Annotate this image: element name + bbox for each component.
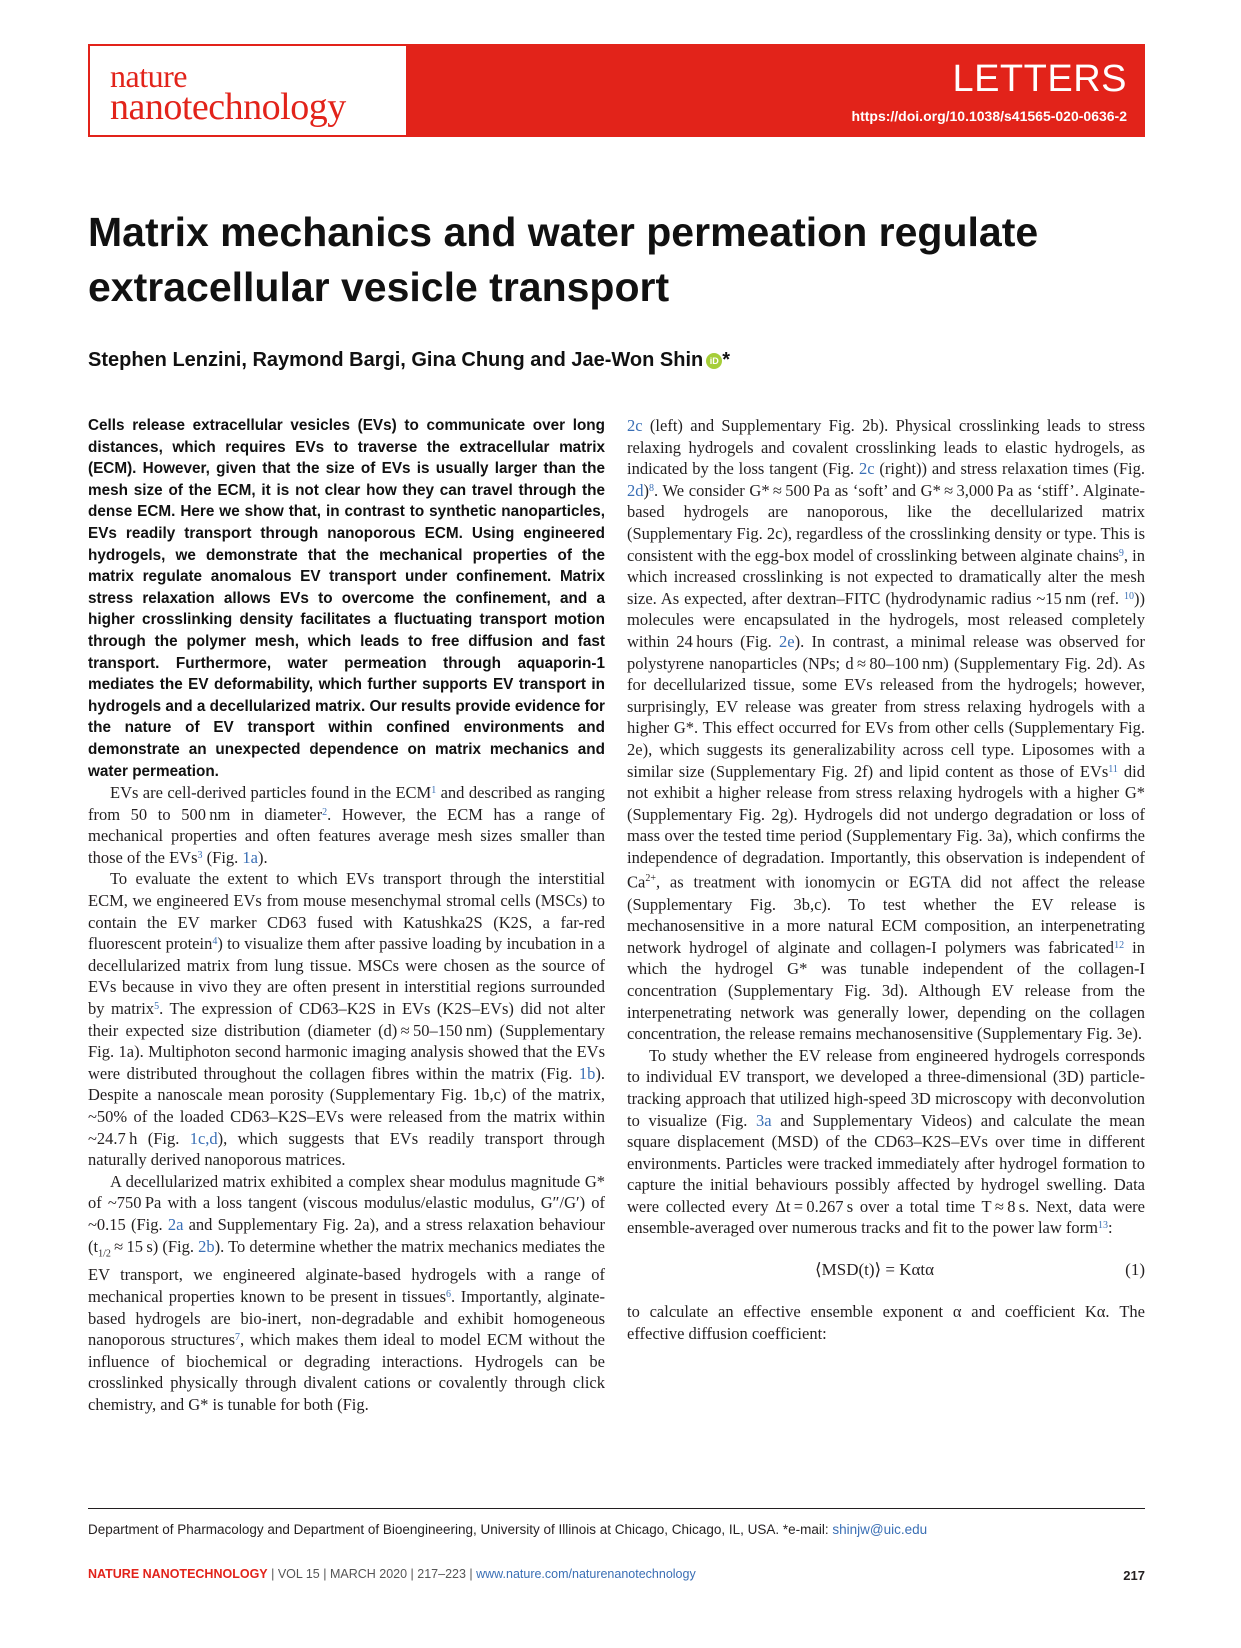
equation-number: (1)	[1125, 1260, 1145, 1280]
figure-link[interactable]: 2c	[627, 416, 643, 435]
title-line-2: extracellular vesicle transport	[88, 264, 670, 310]
citation-link[interactable]: 1	[431, 785, 437, 797]
equation-formula: ⟨MSD(t)⟩ = Kαtα	[815, 1260, 935, 1280]
equation-1	[627, 1247, 1145, 1301]
figure-link[interactable]: 2c	[858, 459, 875, 479]
logo-line-nanotechnology: nanotechnology	[110, 86, 346, 128]
body-paragraph-3: A decellularized matrix exhibited a complex shear modulus magnitude G* of ~750 Pa with a loss tangent (viscous modulus/elastic modulus, G″/G′) of ~0.15 (Fig. 2a and Supplementary Fig. 2a), and a stress relaxation behaviour ($t_{1/2} \approx 15$ s) (Fig. 2b). To determine whether the matrix mechanics mediates the EV transport, we engineered alginate-based hydrogels with a range of mechanical properties known to be present in tissues$^6$. Importantly, alginate-based hydrogels are bio-inert, non-degradable and exhibit homogeneous nanoporous structures$^7$, which makes them ideal to model ECM without the influence of biochemical or degrading interactions. Hydrogels can be crosslinked physically through divalent cations or covalently through click chemistry, and G* is tunable for both (Fig.	[88, 1171, 606, 1415]
citation-link[interactable]: 7	[235, 1332, 241, 1344]
citation-link[interactable]: 11	[1108, 763, 1118, 775]
citation-link[interactable]: 10	[1124, 590, 1134, 602]
citation-link[interactable]: 2	[322, 806, 328, 818]
citation-link[interactable]: 4	[212, 936, 218, 948]
footer-divider	[88, 1508, 1145, 1509]
title-line-1: Matrix mechanics and water permeation regulate	[88, 209, 1039, 255]
citation-link[interactable]: 8	[649, 482, 654, 494]
section-label: LETTERS	[952, 58, 1127, 100]
journal-citation-line	[88, 1567, 696, 1581]
doi-link[interactable]: https://doi.org/10.1038/s41565-020-0636-2	[851, 108, 1127, 124]
citation-link[interactable]: 9	[1118, 547, 1124, 559]
citation-link[interactable]: 6	[446, 1289, 452, 1301]
body-paragraph-2: To evaluate the extent to which EVs transport through the interstitial ECM, we engineered EVs from mouse mesenchymal stromal cells (MSCs) to contain the EV marker CD63 fused with Katushka2S (K2S, a far-red fluorescent protein$^4$) to visualize them after passive loading by incubation in a decellularized matrix from lung tissue. MSCs were chosen as the source of EVs because in vivo they are often present in interstitial regions surrounded by matrix$^5$. The expression of CD63–K2S in EVs (K2S–EVs) did not alter their expected size distribution (diameter (d) ≈ 50–150 nm) (Supplementary Fig. 1a). Multiphoton second harmonic imaging analysis showed that the EVs were distributed throughout the collagen fibres within the matrix (Fig. 1b). Despite a nanoscale mean porosity (Supplementary Fig. 1b,c) of the matrix, ~50% of the loaded CD63–K2S–EVs were released from the matrix within ~24.7 h (Fig. 1c,d), which suggests that EVs readily transport through naturally derived nanoporous matrices.	[88, 869, 606, 1170]
affiliation-note: Department of Pharmacology and Department of Bioengineering, University of Illinois at Chicago, Chicago, IL, USA. *e-mail: shinjw@uic.edu	[88, 1522, 928, 1537]
email-link[interactable]: shinjw@uic.edu	[832, 1522, 928, 1537]
citation-link[interactable]: 12	[1114, 939, 1125, 951]
orcid-icon[interactable]: iD	[706, 353, 722, 369]
authors-text: Stephen Lenzini, Raymond Bargi, Gina Chung and Jae-Won Shin	[88, 349, 704, 371]
article-title	[88, 205, 1148, 315]
abstract: Cells release extracellular vesicles (EVs) to communicate over long distances, which requires EVs to traverse the extracellular matrix (ECM). However, given that the size of EVs is usually larger than the mesh size of the ECM, it is not clear how they can travel through the dense ECM. Here we show that, in contrast to synthetic nanoparticles, EVs readily transport through nanoporous ECM. Using engineered hydrogels, we demonstrate that the mechanical properties of the matrix regulate anomalous EV transport under confinement. Matrix stress relaxation allows EVs to overcome the confinement, and a higher crosslinking density facilitates a fluctuating transport motion through the polymer mesh, which leads to free diffusion and fast transport. Furthermore, water permeation through aquaporin-1 mediates the EV deformability, which further supports EV transport in hydrogels and a decellularized matrix. Our results provide evidence for the nature of EV transport within confined environments and demonstrate an unexpected dependence on matrix mechanics and water permeation.	[88, 417, 605, 780]
figure-link[interactable]: 1b	[578, 1063, 596, 1083]
author-list	[88, 349, 1148, 372]
figure-link[interactable]: 2b	[198, 1236, 215, 1256]
citation-link[interactable]: 13	[1098, 1220, 1108, 1232]
figure-link[interactable]: 2e	[779, 631, 795, 651]
body-paragraph-5: to calculate an effective ensemble exponent α and coefficient Kα. The effective diffusion coefficient:	[627, 1302, 1145, 1343]
figure-link[interactable]: 2d	[627, 480, 644, 500]
figure-link[interactable]: 1c,d	[189, 1128, 218, 1148]
citation-link[interactable]: 5	[154, 1001, 160, 1013]
logo-line-nature: nature	[110, 58, 187, 94]
body-paragraph-4: To study whether the EV release from engineered hydrogels corresponds to individual EV transport, we developed a three-dimensional (3D) particle-tracking approach that utilized high-speed 3D microscopy with deconvolution to visualize (Fig. 3a and Supplementary Videos) and calculate the mean square displacement (MSD) of the CD63–K2S–EVs over time in different environments. Particles were tracked immediately after hydrogel formation to capture the initial behaviours possibly affected by hydrogel swelling. Data were collected every Δt = 0.267 s over a total time T ≈ 8 s. Next, data were ensemble-averaged over numerous tracks and fit to the power law form$^{13}$:	[627, 1045, 1145, 1238]
body-paragraph-3-continued: 2c (left) and Supplementary Fig. 2b). Physical crosslinking leads to stress relaxing hydrogels and covalent crosslinking leads to elastic hydrogels, as indicated by the loss tangent (Fig. 2c (right)) and stress relaxation times (Fig. 2d)$^8$. We consider G* ≈ 500 Pa as ‘soft’ and G* ≈ 3,000 Pa as ‘stiff’. Alginate-based hydrogels are nanoporous, like the decellularized matrix (Supplementary Fig. 2c), regardless of the crosslinking density or type. This is consistent with the egg-box model of crosslinking between alginate chains$^9$, in which increased crosslinking is not expected to dramatically alter the mesh size. As expected, after dextran–FITC (hydrodynamic radius ~15 nm (ref. $^{10}$)) molecules were encapsulated in the hydrogels, most released completely within 24 hours (Fig. 2e). In contrast, a minimal release was observed for polystyrene nanoparticles (NPs; d ≈ 80–100 nm) (Supplementary Fig. 2d). As for decellularized tissue, some EVs released from the hydrogels; however, surprisingly, EV release was greater from stress relaxing hydrogels with a higher G*. This effect occurred for EVs from other cells (Supplementary Fig. 2e), which suggests its generalizability across cell type. Liposomes with a similar size (Supplementary Fig. 2f) and lipid content as those of EVs$^{11}$ did not exhibit a higher release from stress relaxing hydrogels with a higher G* (Supplementary Fig. 2g). Hydrogels did not undergo degradation or loss of mass over the tested time period (Supplementary Fig. 3a), which confirms the independence of degradation. Importantly, this observation is independent of $Ca^{2+}$, as treatment with ionomycin or EGTA did not affect the release (Supplementary Fig. 3b,c). To test whether the EV release is mechanosensitive in a more natural ECM composition, an interpenetrating network hydrogel of alginate and collagen-I polymers was fabricated$^{12}$ in which the hydrogel G* was tunable independent of the collagen-I concentration (Supplementary Fig. 3d). Although EV release from the interpenetrating network was generally lower, depending on the collagen concentration, the release remains mechanosensitive (Supplementary Fig. 3e).	[627, 416, 1145, 1044]
journal-volume-info: | VOL 15 | MARCH 2020 | 217–223 |	[267, 1567, 477, 1581]
body-column-right	[627, 415, 1145, 1344]
section-banner	[408, 44, 1145, 137]
page-number: 217	[1123, 1568, 1145, 1583]
corresponding-author-mark: *	[722, 349, 731, 371]
body-column-left	[88, 415, 605, 1416]
body-paragraph-1: EVs are cell-derived particles found in the ECM$^1$ and described as ranging from 50 to 500 nm in diameter$^2$. However, the ECM has a range of mechanical properties and often features average mesh sizes smaller than those of the EVs$^3$ (Fig. 1a).	[88, 783, 605, 867]
journal-name: NATURE NANOTECHNOLOGY	[88, 1567, 268, 1581]
citation-link[interactable]: 3	[197, 849, 203, 861]
figure-link[interactable]: 2a	[167, 1214, 184, 1234]
figure-link[interactable]: 1a	[242, 847, 258, 867]
journal-header	[88, 44, 1145, 141]
figure-link[interactable]: 3a	[756, 1110, 772, 1130]
journal-url-link[interactable]: www.nature.com/naturenanotechnology	[476, 1567, 696, 1581]
journal-logo[interactable]	[88, 44, 408, 137]
